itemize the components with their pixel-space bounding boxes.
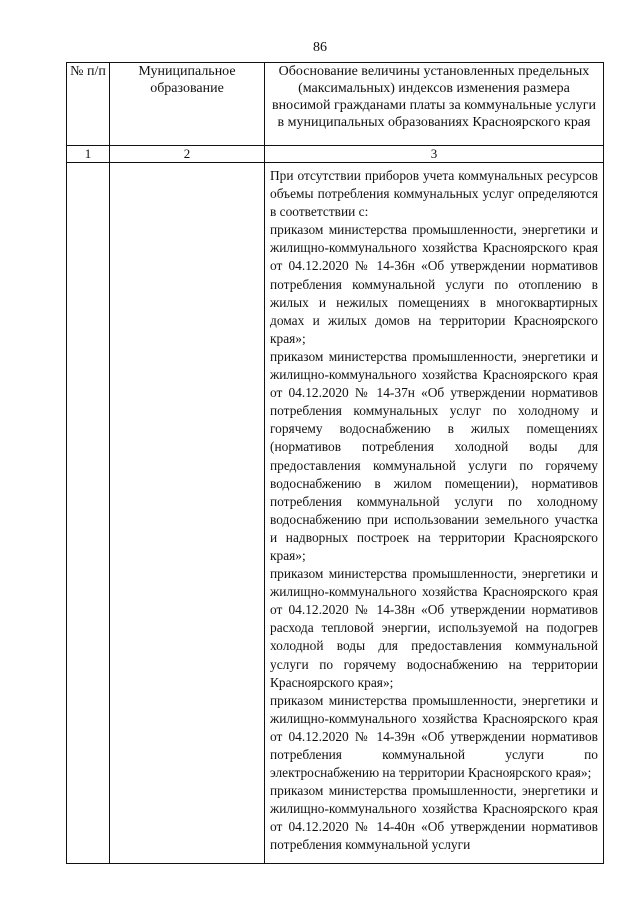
paragraph-order-14-38n: приказом министерства промышленности, энергетики и жилищно-коммунального хозяйства Красноярского края от 04.12.2020 № 14-38н «Об утверждении нормативов расхода тепловой энергии, используемой на подогрев холодной воды для предоставления коммунальной услуги по горячему водоснабжению на территории Красноярского края»; bbox=[270, 566, 598, 690]
header-justification: Обоснование величины установленных предельных (максимальных) индексов изменения размера вносимой гражданами платы за коммунальные услуги в муниципальных образованиях Красноярского края bbox=[265, 63, 604, 146]
paragraph-order-14-40n: приказом министерства промышленности, энергетики и жилищно-коммунального хозяйства Красноярского края от 04.12.2020 № 14-40н «Об утверждении нормативов потребления коммунальной услуги bbox=[270, 783, 598, 853]
row-justification-cell bbox=[265, 163, 604, 864]
header-number: № п/п bbox=[67, 63, 110, 146]
row-municipality-cell bbox=[110, 163, 265, 864]
column-number-row bbox=[67, 146, 604, 163]
column-number-3: 3 bbox=[265, 146, 604, 163]
paragraph-order-14-37n: приказом министерства промышленности, энергетики и жилищно-коммунального хозяйства Красноярского края от 04.12.2020 № 14-37н «Об утверждении нормативов потребления коммунальных услуг по холодному и горячему водоснабжению в жилых помещениях (нормативов потребления холодной воды для предоставления коммунальной услуги по горячему водоснабжению в жилом помещении), нормативов потребления коммунальной услуги по холодному водоснабжению при использовании земельного участка и надворных построек на территории Красноярского края»; bbox=[270, 348, 598, 563]
table-row bbox=[67, 163, 604, 864]
row-number-cell bbox=[67, 163, 110, 864]
justification-table bbox=[66, 62, 604, 864]
header-municipality: Муниципальное образование bbox=[110, 63, 265, 146]
paragraph-order-14-36n: приказом министерства промышленности, энергетики и жилищно-коммунального хозяйства Красноярского края от 04.12.2020 № 14-36н «Об утверждении нормативов потребления коммунальной услуги по отоплению в жилых и нежилых помещениях в многоквартирных домах и жилых домов на территории Красноярского края»; bbox=[270, 222, 598, 346]
paragraph-intro: При отсутствии приборов учета коммунальных ресурсов объемы потребления коммунальных услуг определяются в соответствии с: bbox=[270, 168, 598, 220]
table-header-row bbox=[67, 63, 604, 146]
page-number: 86 bbox=[313, 40, 327, 55]
paragraph-order-14-39n: приказом министерства промышленности, энергетики и жилищно-коммунального хозяйства Красноярского края от 04.12.2020 № 14-39н «Об утверждении нормативов потребления коммунальной услуги по электроснабжению на территории Красноярского края»; bbox=[270, 692, 598, 781]
column-number-1: 1 bbox=[67, 146, 110, 163]
column-number-2: 2 bbox=[110, 146, 265, 163]
